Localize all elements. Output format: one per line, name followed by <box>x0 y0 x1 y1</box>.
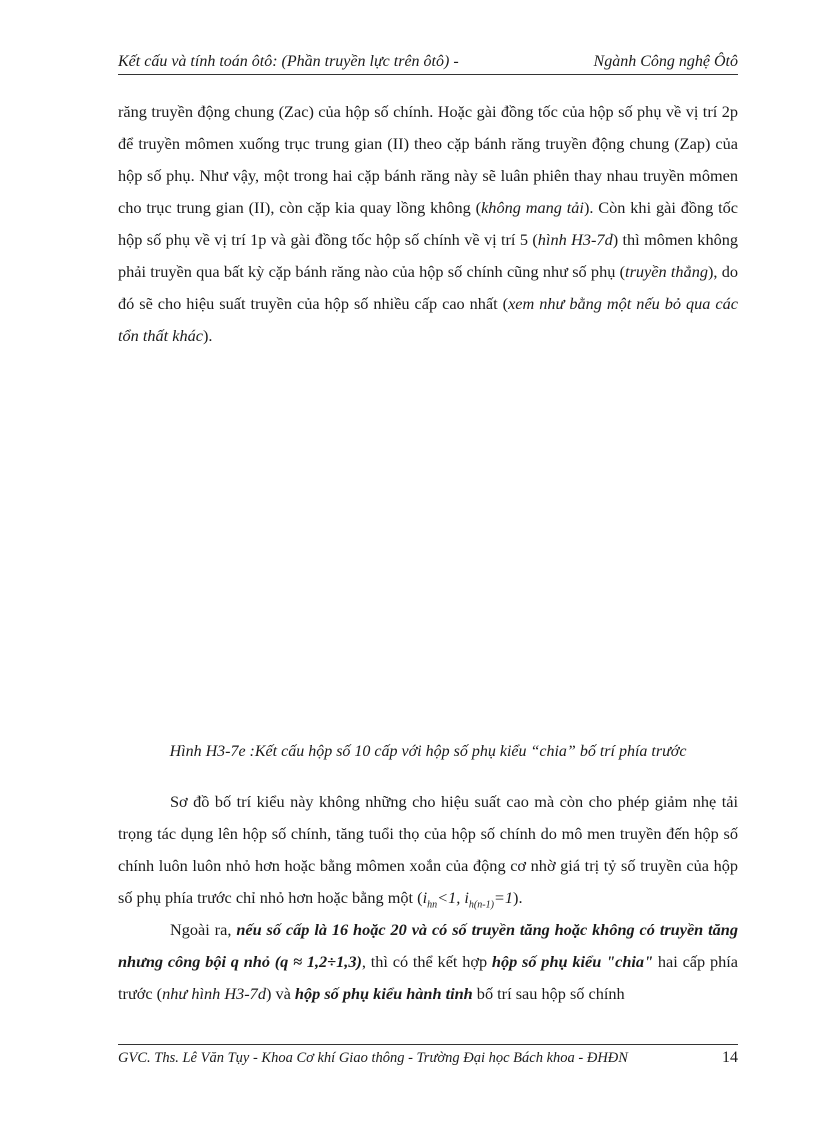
p1-italic-2: hình H3-7d <box>537 230 613 249</box>
p3-bold-1: nếu số cấp là 16 hoặc 20 và có số truyền tăng hoặc không có truyền tăng nhưng công bội q nhỏ (q ≈ 1,2÷1,3) <box>118 920 738 971</box>
p1-text-5: ). <box>203 326 213 345</box>
p1-italic-3: truyền thẳng <box>625 262 708 281</box>
header-title: Kết cấu và tính toán ôtô: (Phần truyền lực trên ôtô) - <box>118 53 459 70</box>
p2-sub-2: h(n-1) <box>468 899 494 911</box>
page-number: 14 <box>722 1049 738 1066</box>
page-footer <box>118 1044 738 1071</box>
p3-bold-2: hộp số phụ kiểu "chia" <box>491 952 654 971</box>
p1-italic-1: không mang tải <box>481 198 584 217</box>
p3-bold-3: hộp số phụ kiểu hành tinh <box>294 984 473 1003</box>
p2-sub-1: hn <box>427 899 438 911</box>
p1-italic-4: xem như bằng một nếu bỏ qua các tổn thất khác <box>118 294 739 345</box>
figure-caption: Hình H3-7e :Kết cấu hộp số 10 cấp với hộp số phụ kiểu “chia” bố trí phía trước <box>169 743 687 760</box>
page-header <box>118 50 738 75</box>
p3-text-5: bố trí sau hộp số chính <box>472 984 625 1003</box>
p1-text-4: ), do đó sẽ cho hiệu suất truyền của hộp số nhiều cấp cao nhất ( <box>118 262 739 313</box>
p3-text-4: ) và <box>265 984 295 1003</box>
p2-text-1: Sơ đồ bố trí kiểu này không những cho hiệu suất cao mà còn cho phép giảm nhẹ tải trọng tác dụng lên hộp số chính, tăng tuổi thọ của hộp số chính do mô men truyền đến hộp số chính luôn luôn nhỏ hơn hoặc bằng mômen xoắn của động cơ nhờ giá trị tỷ số truyền của hộp số phụ phía trước chỉ nhỏ hơn hoặc bằng một ( <box>118 792 738 907</box>
footer-author: GVC. Ths. Lê Văn Tụy - Khoa Cơ khí Giao thông - Trường Đại học Bách khoa - ĐHĐN <box>118 1050 628 1066</box>
p1-text-3: ) thì mômen không phải truyền qua bất kỳ cặp bánh răng nào của hộp số chính cũng như số phụ ( <box>118 230 739 281</box>
p2-formula-3: =1 <box>493 888 514 907</box>
p3-italic-1: như hình H3-7d <box>162 984 266 1003</box>
paragraph-2 <box>118 786 738 914</box>
p3-text-2: , thì có thể kết hợp <box>361 952 492 971</box>
p1-text-2: ). Còn khi gài đồng tốc hộp số phụ về vị trí 1p và gài đồng tốc hộp số chính về vị trí 5 ( <box>118 198 739 249</box>
p1-text-1: răng truyền động chung (Zac) của hộp số chính. Hoặc gài đồng tốc của hộp số phụ về vị trí 2p để truyền mômen xuống trục trung gian (II) theo cặp bánh răng truyền động chung (Zap) của hộp số phụ. Như vậy, một trong hai cặp bánh răng này sẽ luân phiên thay nhau truyền mômen cho trục trung gian (II), còn cặp kia quay lồng không ( <box>118 102 738 217</box>
paragraph-1 <box>118 96 738 352</box>
paragraph-3 <box>118 914 738 1010</box>
p2-formula-1: i <box>422 888 428 907</box>
header-department: Ngành Công nghệ Ôtô <box>593 53 738 70</box>
p2-formula-2: <1, i <box>437 888 469 907</box>
p2-text-2: ). <box>513 888 523 907</box>
p3-text-3: hai cấp phía trước ( <box>118 952 738 1003</box>
p3-text-1: Ngoài ra, <box>170 920 237 939</box>
